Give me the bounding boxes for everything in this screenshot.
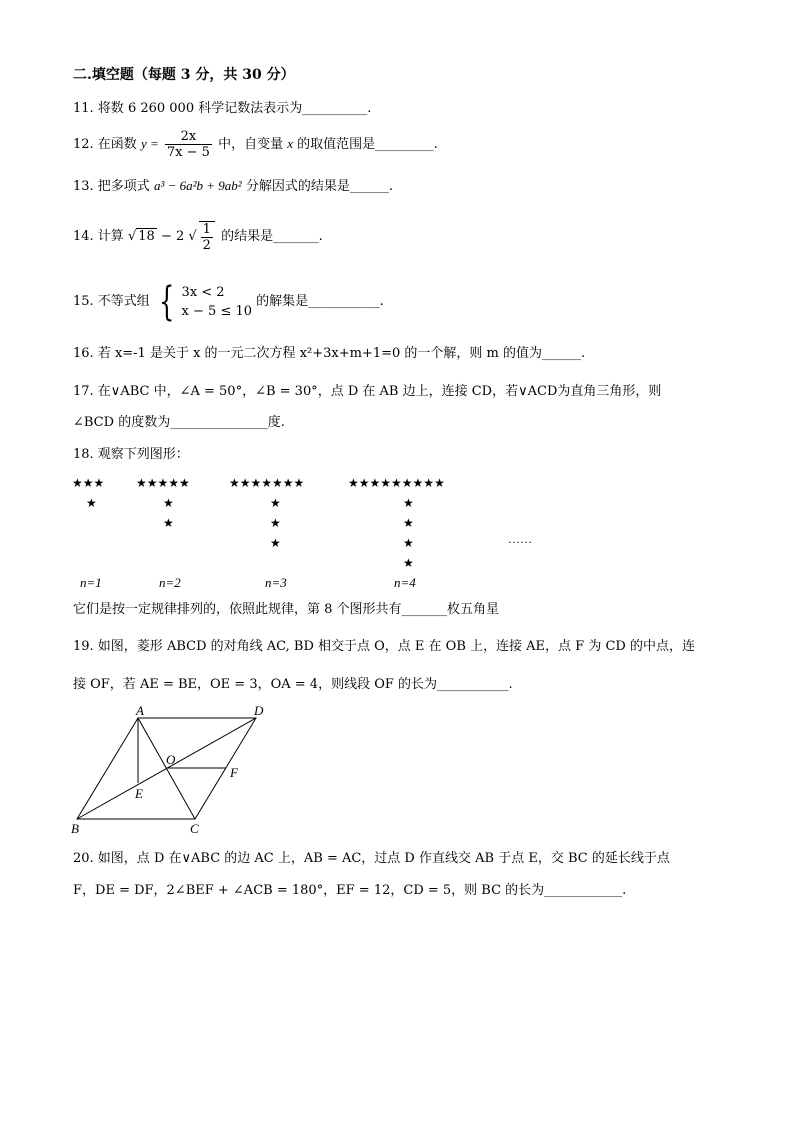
star-item: ★ — [86, 496, 97, 510]
inequality-system — [182, 283, 252, 321]
star-item: ★ — [270, 516, 281, 530]
star-item: ★ — [403, 516, 414, 530]
question-12 — [73, 124, 438, 164]
stars-row: ★★★★★ — [136, 476, 190, 490]
question-16: 16. 若 x=-1 是关于 x 的一元二次方程 x²+3x+m+1=0 的一个解，则 m 的值为______. — [73, 346, 586, 361]
q13-prefix: 13. 把多项式 — [73, 179, 150, 194]
label-f: F — [230, 765, 238, 780]
q12-middle: 中，自变量 — [218, 137, 284, 152]
q15-line1: 3x < 2 — [181, 284, 225, 300]
label-n4: n=4 — [394, 575, 416, 590]
ellipsis: …… — [508, 532, 532, 546]
star-item: ★ — [163, 496, 174, 510]
q12-variable: x — [287, 136, 293, 151]
star-item: ★ — [403, 536, 414, 550]
question-15 — [73, 280, 384, 324]
q14-minus: − 2 — [160, 229, 185, 244]
question-17-line2: ∠BCD 的度数为_______________度. — [73, 415, 285, 430]
question-18: 18. 观察下列图形： — [73, 447, 189, 462]
q12-denominator: 7x − 5 — [166, 145, 210, 160]
question-14 — [73, 217, 323, 257]
star-item: ★ — [403, 556, 414, 570]
rhombus-figure — [66, 702, 286, 838]
q15-prefix: 15. 不等式组 — [73, 294, 150, 309]
question-13 — [73, 177, 393, 196]
sqrt-18: √ 18 — [127, 229, 155, 244]
sqrt-half: √ $\frac{1}{2}$ — [188, 229, 217, 244]
question-20-line1: 20. 如图，点 D 在∨ABC 的边 AC 上，AB = AC，过点 D 作直线交 AB 于点 E，交 BC 的延长线于点 — [73, 851, 670, 866]
q12-y: y = — [140, 136, 159, 151]
sqrt-18-radicand: 18 — [138, 229, 155, 244]
label-o: O — [166, 752, 176, 767]
stars-figure-4 — [348, 473, 445, 573]
q12-suffix: 的取值范围是_________. — [297, 137, 438, 152]
stars-row: ★★★★★★★★★ — [348, 476, 445, 490]
label-n1: n=1 — [80, 575, 102, 590]
star-item: ★ — [403, 496, 414, 510]
label-b: B — [71, 821, 79, 836]
q14-prefix: 14. 计算 — [73, 229, 124, 244]
q12-numerator: 2x — [165, 129, 212, 145]
question-20-line2: F，DE = DF，2∠BEF + ∠ACB = 180°，EF = 12，CD = 5，则 BC 的长为____________. — [73, 883, 627, 898]
label-n3: n=3 — [265, 575, 287, 590]
stars-figure-2 — [136, 473, 190, 533]
q14-numerator: 1 — [202, 221, 211, 237]
label-e: E — [135, 786, 143, 801]
question-11: 11. 将数 6 260 000 科学记数法表示为__________. — [73, 101, 372, 116]
stars-row: ★★★ — [72, 476, 105, 490]
q13-suffix: 分解因式的结果是______. — [245, 179, 393, 194]
q12-prefix: 12. 在函数 — [73, 137, 137, 152]
question-19-line1: 19. 如图，菱形 ABCD 的对角线 AC, BD 相交于点 O，点 E 在 OB 上，连接 AE，点 F 为 CD 的中点，连 — [73, 639, 695, 654]
stars-row: ★★★★★★★ — [229, 476, 305, 490]
section-heading: 二.填空题（每题 3 分，共 30 分） — [73, 67, 295, 83]
stars-figure-3 — [229, 473, 304, 553]
question-18-text: 它们是按一定规律排列的，依照此规律，第 8 个图形共有_______枚五角星 — [73, 602, 500, 617]
q13-expression: a³ − 6a²b + 9ab² — [153, 178, 242, 193]
label-d: D — [254, 703, 264, 718]
star-item: ★ — [270, 496, 281, 510]
q14-suffix: 的结果是_______. — [221, 229, 323, 244]
label-a: A — [136, 703, 144, 718]
q14-denominator: 2 — [202, 237, 211, 253]
question-19-line2: 接 OF，若 AE = BE，OE = 3，OA = 4，则线段 OF 的长为___________. — [73, 677, 513, 692]
label-c: C — [190, 821, 199, 836]
label-n2: n=2 — [159, 575, 181, 590]
q12-fraction — [165, 129, 212, 160]
q15-line2: x − 5 ≤ 10 — [181, 303, 253, 319]
star-item: ★ — [163, 516, 174, 530]
q15-suffix: 的解集是___________. — [256, 294, 384, 309]
question-17-line1: 17. 在∨ABC 中，∠A = 50°，∠B = 30°，点 D 在 AB 边上，连接 CD，若∨ACD为直角三角形，则 — [73, 384, 662, 399]
star-item: ★ — [270, 536, 281, 550]
stars-figure-1 — [72, 473, 104, 513]
brace: { — [159, 278, 175, 325]
